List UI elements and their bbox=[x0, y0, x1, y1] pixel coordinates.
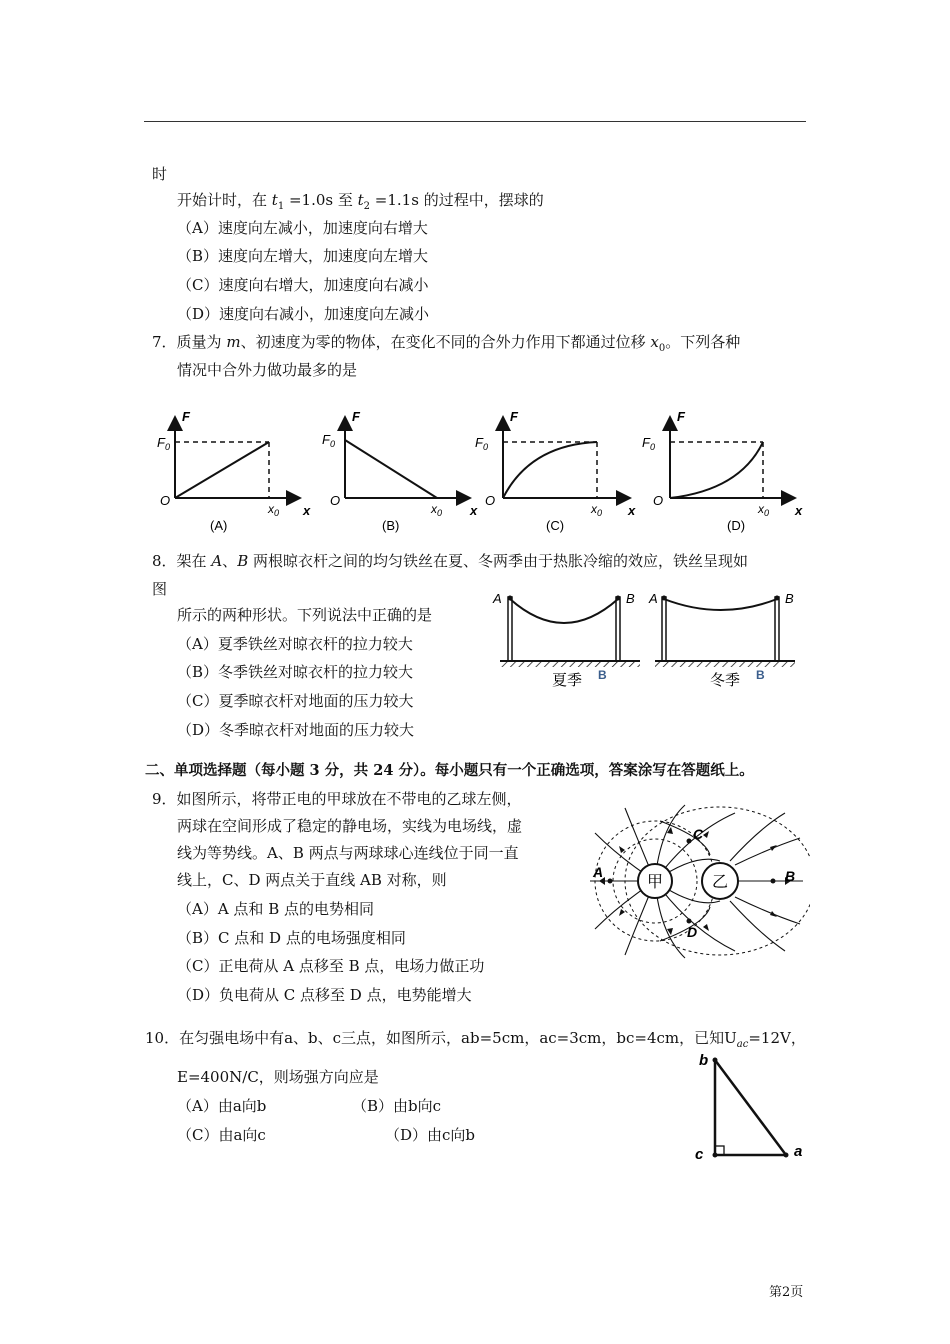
graph-c-x0-label: $x_0$ bbox=[591, 502, 603, 518]
q10-option-d: （D）由c向b bbox=[385, 1126, 476, 1144]
q8-stem-line2: 图 bbox=[152, 580, 168, 598]
q6-option-d: （D）速度向右减小，加速度向左减小 bbox=[177, 305, 430, 323]
graph-d-x-label: x bbox=[795, 503, 803, 518]
q8-option-c: （C）夏季晾衣杆对地面的压力较大 bbox=[177, 692, 414, 710]
graph-b-f-label: F bbox=[352, 409, 360, 424]
q7-stem-line2: 情况中合外力做功最多的是 bbox=[177, 361, 358, 379]
section2-title: 二、单项选择题（每小题 3 分，共 24 分）。每小题只有一个正确选项，答案涂写在答题纸上。 bbox=[145, 762, 754, 779]
q9-option-a: （A）A 点和 B 点的电势相同 bbox=[177, 900, 374, 918]
graph-a-origin-label: O bbox=[160, 493, 171, 508]
vertex-b-label: b bbox=[699, 1052, 709, 1069]
graph-d-origin-label: O bbox=[653, 493, 664, 508]
vertex-c-label: c bbox=[695, 1146, 704, 1163]
graph-a-f0-label: $F_0$ bbox=[157, 435, 170, 452]
q10-option-c: （C）由a向c bbox=[177, 1126, 266, 1144]
q6-option-c: （C）速度向右增大，加速度向右减小 bbox=[177, 276, 429, 294]
label-jia: 甲 bbox=[647, 874, 664, 891]
graph-b-x-label: x bbox=[470, 503, 478, 518]
graph-d bbox=[642, 409, 803, 533]
graph-a-x0-label: $x_0$ bbox=[268, 502, 280, 518]
q7-force-graphs bbox=[150, 405, 815, 535]
q6-stem: 开始计时，在 $t_1 =1.0s$ 至 $t_2 =1.1s$ 的过程中，摆球的 bbox=[177, 191, 544, 212]
summer-label-a: A bbox=[493, 591, 502, 606]
winter-caption: 冬季 bbox=[710, 672, 741, 689]
q9-stem-line3: 线为等势线。A、B 两点与两球球心连线位于同一直 bbox=[177, 844, 519, 862]
q8-stem-line1: 8．架在 A、B 两根晾衣杆之间的均匀铁丝在夏、冬两季由于热胀冷缩的效应，铁丝呈现如 bbox=[152, 552, 748, 570]
graph-c-f-label: F bbox=[510, 409, 518, 424]
q10-option-a: （A）由a向b bbox=[177, 1097, 267, 1115]
q7-stem-line1: 7．质量为 m、初速度为零的物体，在变化不同的合外力作用下都通过位移 $x_0$。下列各种 bbox=[152, 333, 741, 354]
vertex-a-label: a bbox=[794, 1143, 803, 1160]
q9-electric-field-figure bbox=[585, 803, 810, 983]
graph-c-x-label: x bbox=[628, 503, 636, 518]
q9-option-c: （C）正电荷从 A 点移至 B 点，电场力做正功 bbox=[177, 957, 485, 975]
graph-b-origin-label: O bbox=[330, 493, 341, 508]
winter-mark: B bbox=[756, 668, 765, 682]
q9-option-d: （D）负电荷从 C 点移至 D 点，电势能增大 bbox=[177, 986, 472, 1004]
point-d-label: D bbox=[687, 924, 698, 940]
q9-stem-line1: 9．如图所示，将带正电的甲球放在不带电的乙球左侧， bbox=[152, 790, 522, 808]
graph-d-x0-label: $x_0$ bbox=[758, 502, 770, 518]
label-yi: 乙 bbox=[712, 874, 729, 891]
q6-option-a: （A）速度向左减小，加速度向右增大 bbox=[177, 219, 428, 237]
summer-scene bbox=[492, 591, 640, 689]
q8-clothesline-figure bbox=[490, 585, 810, 690]
point-c-label: C bbox=[693, 826, 704, 842]
winter-scene bbox=[648, 591, 795, 689]
q9-stem-line2: 两球在空间形成了稳定的静电场，实线为电场线，虚 bbox=[177, 817, 523, 835]
q9-stem-line4: 线上，C、D 两点关于直线 AB 对称，则 bbox=[177, 871, 447, 889]
q8-option-a: （A）夏季铁丝对晾衣杆的拉力较大 bbox=[177, 635, 413, 653]
graph-b-x0-label: $x_0$ bbox=[431, 502, 443, 518]
continued-text: 时 bbox=[152, 165, 168, 183]
q10-stem-line1: 10．在匀强电场中有a、b、c三点，如图所示，ab=5cm，ac=3cm，bc=4cm，已知$U_{ac}=12V$， bbox=[145, 1029, 806, 1050]
graph-a-f-label: F bbox=[182, 409, 190, 424]
graph-b-caption: (B) bbox=[382, 518, 400, 533]
graph-c-origin-label: O bbox=[485, 493, 496, 508]
point-a-label: A bbox=[593, 864, 604, 880]
graph-a-caption: (A) bbox=[210, 518, 228, 533]
graph-c-f0-label: $F_0$ bbox=[475, 435, 488, 452]
graph-d-caption: (D) bbox=[727, 518, 746, 533]
q6-option-b: （B）速度向左增大，加速度向左增大 bbox=[177, 247, 429, 265]
q8-option-b: （B）冬季铁丝对晾衣杆的拉力较大 bbox=[177, 663, 414, 681]
graph-c-caption: (C) bbox=[546, 518, 565, 533]
header-rule bbox=[144, 121, 806, 122]
q10-option-b: （B）由b向c bbox=[352, 1097, 442, 1115]
q9-option-b: （B）C 点和 D 点的电场强度相同 bbox=[177, 929, 406, 947]
q8-option-d: （D）冬季晾衣杆对地面的压力较大 bbox=[177, 721, 415, 739]
q10-triangle-figure bbox=[690, 1045, 815, 1170]
winter-label-b: B bbox=[785, 591, 794, 606]
point-b-label: B bbox=[785, 868, 796, 884]
winter-label-a: A bbox=[649, 591, 658, 606]
graph-c bbox=[475, 409, 636, 533]
summer-mark: B bbox=[598, 668, 607, 682]
summer-caption: 夏季 bbox=[552, 672, 583, 689]
page-number: 第2页 bbox=[769, 1285, 804, 1300]
graph-d-f0-label: $F_0$ bbox=[642, 435, 655, 452]
summer-label-b: B bbox=[626, 591, 635, 606]
graph-b bbox=[322, 409, 478, 533]
graph-d-f-label: F bbox=[677, 409, 685, 424]
graph-a bbox=[157, 409, 311, 533]
graph-a-x-label: x bbox=[303, 503, 311, 518]
graph-b-f0-label: $F_0$ bbox=[322, 432, 335, 449]
q10-stem-line2: E=400N/C，则场强方向应是 bbox=[177, 1068, 379, 1086]
q8-stem-line3: 所示的两种形状。下列说法中正确的是 bbox=[177, 606, 433, 624]
